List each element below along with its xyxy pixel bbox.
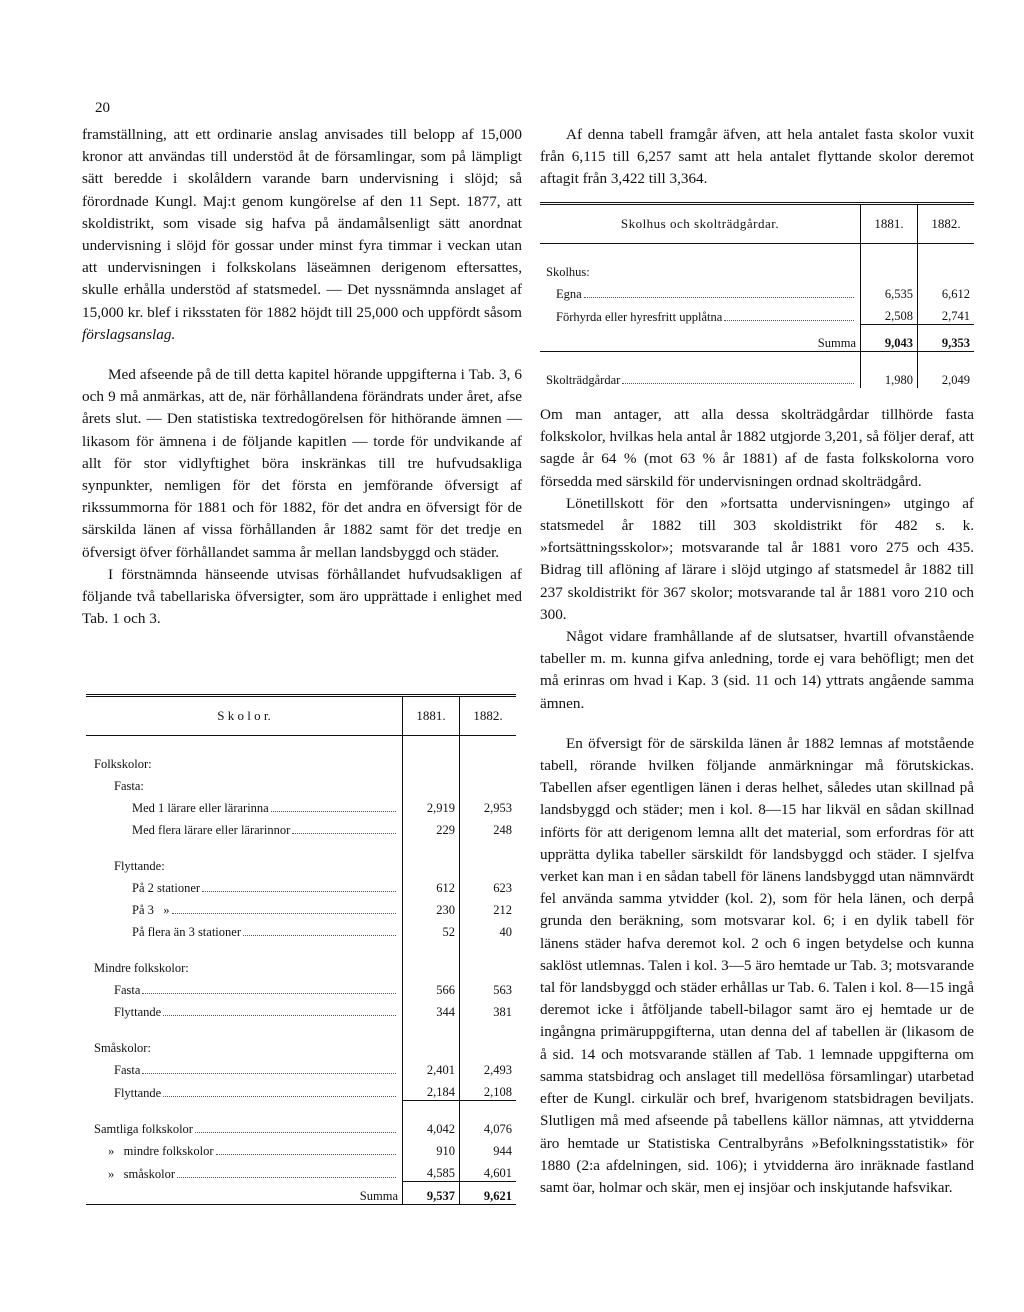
right-paragraph-4: Något vidare framhållande af de slutsatser, hvartill ofvanstående tabeller m. m. kunna gifva anledning, torde ej vara behöfligt; men det må erinras om hvad i Kap. 3 (sid. 11 och 14) yttrats angående samma ämnen. <box>540 628 974 712</box>
row-label: » mindre folkskolor <box>108 1144 214 1158</box>
row-value-1882: 944 <box>460 1137 517 1159</box>
schools-table-header-1882: 1882. <box>460 697 517 736</box>
row-value-1881: 230 <box>403 896 460 918</box>
table-row <box>86 998 516 1020</box>
row-label: Egna <box>556 287 582 301</box>
left-paragraph-3: I förstnämnda hänseende utvisas förhållandet hufvudsakligen af följande två tabellariska öfversigter, som äro upprättade i enlighet med Tab. 1 och 3. <box>82 565 522 628</box>
table-row <box>86 918 516 940</box>
row-value-1881: 344 <box>403 998 460 1020</box>
right-paragraph-2: Om man antager, att alla dessa skolträdgårdar tillhörde fasta folkskolor, hvilkas hela antal år 1882 utgjorde 3,201, så följer deraf, att sagde år 64 % (mot 63 % år 1881) af de fasta folkskolorna voro försedda med särskild för undervisningen ordnad skolträdgård. <box>540 406 974 490</box>
table-row <box>86 976 516 998</box>
row-value-1882: 2,049 <box>918 366 975 388</box>
row-label: Med 1 lärare eller lärarinna <box>132 801 269 815</box>
summa-row <box>540 325 974 352</box>
right-paragraph-1: Af denna tabell framgår äfven, att hela antalet fasta skolor vuxit från 6,115 till 6,257 samt att hela antalet flyttande skolor deremot aftagit från 3,422 till 3,364. <box>540 126 974 188</box>
left-paragraph-1-text: framställning, att ett ordinarie anslag anvisades till belopp af 15,000 kronor att användas till understöd åt de församlingar, som på lämpligt sätt beredde i skolåldern varande barn undervisning i slöjd; så förordnade Kungl. Maj:t genom kungörelse af den 11 Sept. 1877, att skoldistrikt, som visade sig hafva på ändamålsenligt sätt anordnat undervisning i slöjd för gossar under minst fyra timmar i veckan utan att undervisningen i folkskolans läseämnen derigenom eftersattes, skulle erhålla understöd af statsmedel. — Det nyssnämnda anslaget af 15,000 kr. blef i riksstaten för 1882 höjdt till 25,000 och uppfördt såsom <box>82 126 522 321</box>
row-value-1881: 2,919 <box>403 794 460 816</box>
table-row <box>86 1056 516 1078</box>
left-paragraph-1-italic: förslagsanslag. <box>82 325 176 343</box>
row-value-1881: 1,980 <box>861 366 918 388</box>
table-row <box>540 366 974 388</box>
row-value-1882: 2,108 <box>460 1078 517 1101</box>
table-row <box>86 874 516 896</box>
schoolhouses-table-header-1881: 1881. <box>861 205 918 244</box>
row-value-1881: 229 <box>403 816 460 838</box>
row-label: På 2 stationer <box>132 881 201 895</box>
page-number: 20 <box>95 100 110 116</box>
left-column <box>82 124 522 630</box>
schoolhouses-table-header-label: Skolhus och skolträdgårdar. <box>540 205 861 244</box>
row-value-1881: 6,535 <box>861 280 918 302</box>
table-row <box>86 1159 516 1182</box>
table-row <box>540 280 974 302</box>
schools-table <box>86 694 516 1205</box>
schools-table-header-1881: 1881. <box>403 697 460 736</box>
right-column-bottom <box>540 404 974 1199</box>
row-label: » småskolor <box>108 1166 176 1181</box>
row-value-1882: 2,493 <box>460 1056 517 1078</box>
row-label: Förhyrda eller hyresfritt upplåtna <box>556 309 723 324</box>
summa-label: Summa <box>359 1189 398 1203</box>
row-value-1882: 2,741 <box>918 302 975 325</box>
table-row <box>86 1078 516 1101</box>
row-label: Samtliga folkskolor <box>94 1122 193 1136</box>
row-value-1881: 52 <box>403 918 460 940</box>
smaskolor-label: Småskolor: <box>94 1041 151 1055</box>
table-row <box>86 896 516 918</box>
row-value-1881: 4,042 <box>403 1115 460 1137</box>
schoolhouses-table <box>540 202 974 388</box>
row-value-1882: 563 <box>460 976 517 998</box>
right-paragraph-5: En öfversigt för de särskilda länen år 1882 lemnas af motstående tabell, rörande hvilken följande anmärkningar må förutskickas. Tabellen afser egentligen länen i deras helhet, således utan skillnad på landsbyggd och städer; men i kol. 8—15 har likväl en sådan skillnad införts för att derigenom lemna allt det material, som erfordras för att upprätta dylika tabeller särskildt för landsbyggd och städer. I sjelfva verket kan man i en sådan tabell för länens landsbyggd utan nämnvärdt fel använda samma ytvidder (kol. 2), som för hela länen, och derpå grunda den beräkning, som motsvarar kol. 6; i en dylik tabell för länens städer hafva deremot kol. 2 och 6 ingen betydelse och kunna saklöst utlemnas. Talen i kol. 3—5 äro hemtade ur Tab. 3; motsvarande tal för landsbyggd och städer erhållas ur Tab. 6. Talen i kol. 8—15 ingå deremot icke i åtföljande tabell-bilagor samt äro ej hemtade ur de ingångna primäruppgifterna, utan denna del af tabellen är (likasom de å sid. 14 och motsvarande ställen af Tab. 1 lemnade uppgifterna om samma statsbidrag och anslaget till medellösa församlingar) utarbetad efter de Kungl. cirkulär och bref, hvarigenom statsbidragen beviljats. Slutligen må med afseende på tabellens källor nämnas, att ytvidderna äro hemtade ur Statistiska Centralbyråns »Befolkningsstatistik» för 1880 (2:a afdelningen, sid. 106); i ytvidderna äro inräknade fastland samt öar, holmar och skär, men ej insjöar och inskjutande hafsvikar. <box>540 734 974 1196</box>
summa-value-1881: 9,043 <box>861 325 918 352</box>
right-paragraph-3: Lönetillskott för den »fortsatta undervisningen» utgingo af statsmedel år 1882 till 303 skoldistrikt för 482 s. k. »fortsättningsskolor»; motsvarande tal år 1881 voro 275 och 435. Bidrag till aflöning af lärare i slöjd utgingo af statsmedel år 1882 till 237 skoldistrikt för 367 skolor; motsvarande tal år 1881 voro 210 och 300. <box>540 494 974 623</box>
table-row <box>540 302 974 325</box>
row-value-1881: 566 <box>403 976 460 998</box>
row-value-1882: 40 <box>460 918 517 940</box>
row-label: Fasta <box>114 1063 141 1077</box>
row-label: Flyttande <box>114 1005 162 1019</box>
summa-value-1882: 9,621 <box>460 1182 517 1205</box>
row-value-1882: 212 <box>460 896 517 918</box>
row-value-1882: 2,953 <box>460 794 517 816</box>
row-value-1881: 2,184 <box>403 1078 460 1101</box>
table-row <box>86 1137 516 1159</box>
summa-value-1882: 9,353 <box>918 325 975 352</box>
summa-row <box>86 1182 516 1205</box>
schools-table-header-label: S k o l o r. <box>86 697 403 736</box>
left-paragraph-1 <box>82 124 522 346</box>
table-row <box>86 794 516 816</box>
row-value-1882: 381 <box>460 998 517 1020</box>
schoolhouses-table-header-1882: 1882. <box>918 205 975 244</box>
flyttande-label: Flyttande: <box>114 859 165 873</box>
row-label: Skolträdgårdar <box>546 372 621 387</box>
row-value-1882: 6,612 <box>918 280 975 302</box>
row-value-1882: 623 <box>460 874 517 896</box>
row-label: På 3 » <box>132 903 170 917</box>
table-row <box>86 816 516 838</box>
row-label: På flera än 3 stationer <box>132 925 241 939</box>
table-row <box>86 1115 516 1137</box>
row-value-1881: 2,508 <box>861 302 918 325</box>
row-label: Flyttande <box>114 1085 162 1100</box>
row-value-1882: 4,601 <box>460 1159 517 1182</box>
fasta-label: Fasta: <box>114 779 144 793</box>
folkskolor-label: Folkskolor: <box>94 757 152 771</box>
row-value-1881: 4,585 <box>403 1159 460 1182</box>
row-label: Med flera lärare eller lärarinnor <box>132 823 291 837</box>
row-value-1882: 248 <box>460 816 517 838</box>
right-column-top <box>540 124 974 191</box>
row-value-1882: 4,076 <box>460 1115 517 1137</box>
row-label: Fasta <box>114 983 141 997</box>
row-value-1881: 612 <box>403 874 460 896</box>
row-value-1881: 2,401 <box>403 1056 460 1078</box>
row-value-1881: 910 <box>403 1137 460 1159</box>
mindre-folkskolor-label: Mindre folkskolor: <box>94 961 189 975</box>
summa-value-1881: 9,537 <box>403 1182 460 1205</box>
skolhus-label: Skolhus: <box>546 265 590 279</box>
summa-label: Summa <box>540 325 861 352</box>
left-paragraph-2: Med afseende på de till detta kapitel hörande uppgifterna i Tab. 3, 6 och 9 må anmärkas, att de, när förhållandena förändrats under året, afse årets slut. — Den statistiska textredogörelsen för hithörande ämnen — likasom för ämnena i de följande kapitlen — torde för undvikande af allt för stor vidlyftighet böra inskränkas till tre hufvudsakliga synpunkter, nemligen för det första en jemförande öfversigt af rikssummorna för 1881 och för 1882, för det andra en öfversigt för de särskilda länen af vissa förhållanden år 1882 samt för det tredje en öfversigt öfver förhållandet samma år mellan landsbyggd och städer. <box>82 366 522 561</box>
